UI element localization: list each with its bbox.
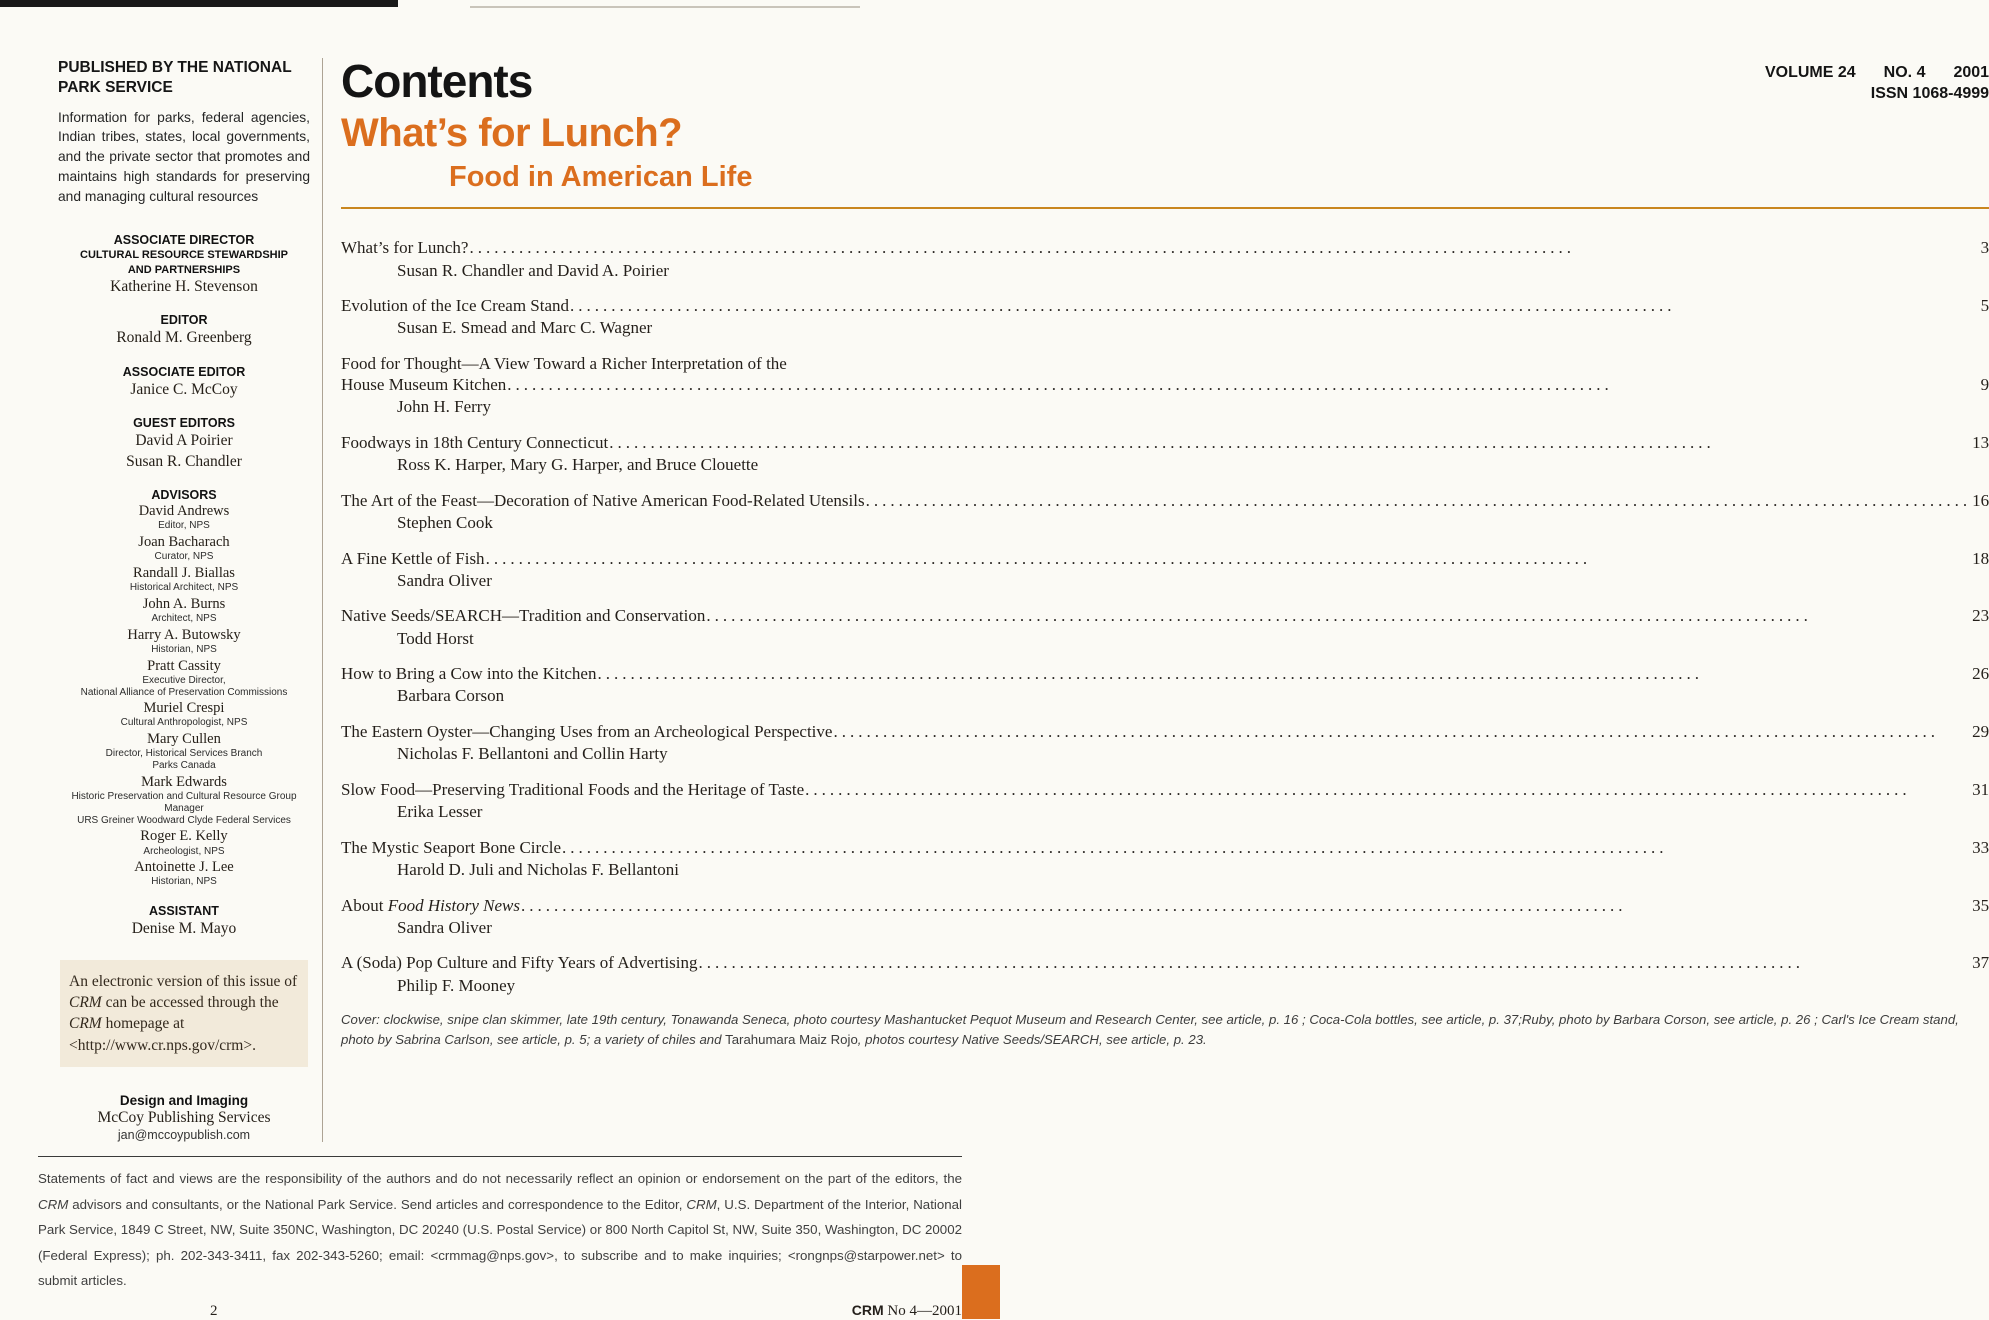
advisor-role: Historic Preservation and Cultural Resource Group Manager xyxy=(71,791,297,814)
advisor xyxy=(58,596,310,625)
role-sublabel: CULTURAL RESOURCE STEWARDSHIP xyxy=(80,249,288,262)
article-authors: Sandra Oliver xyxy=(397,570,492,590)
advisor-name: Antoinette J. Lee xyxy=(134,859,234,876)
advisor-name: Roger E. Kelly xyxy=(140,828,228,845)
dot-leader xyxy=(805,779,1971,800)
staff-name: Katherine H. Stevenson xyxy=(110,277,258,295)
article-title: Native Seeds/SEARCH—Tradition and Conservation xyxy=(341,606,706,626)
scan-artifact-orange-corner xyxy=(962,1265,1000,1319)
article-title: Slow Food—Preserving Traditional Foods and the Heritage of Taste xyxy=(341,779,805,799)
article-authors: Nicholas F. Bellantoni and Collin Harty xyxy=(397,744,668,764)
article-page: 31 xyxy=(1972,779,1989,799)
advisor xyxy=(58,731,310,772)
article-page: 26 xyxy=(1972,664,1989,684)
article-page: 37 xyxy=(1972,953,1989,973)
toc-entry xyxy=(341,663,1989,707)
volume-line xyxy=(1765,64,1989,82)
title-italic: Food History News xyxy=(387,895,520,915)
cover-caption xyxy=(341,1010,1989,1049)
advisor xyxy=(58,828,310,857)
year: 2001 xyxy=(1953,64,1989,81)
advisor-name: Joan Bacharach xyxy=(138,534,230,551)
statement-text: Statements of fact and views are the responsibility of the authors and do not necessarily reflect an opinion or endorsement on the part of the editors, the xyxy=(38,1171,962,1187)
role-label: EDITOR xyxy=(160,313,208,328)
article-title: Evolution of the Ice Cream Stand xyxy=(341,296,570,316)
statement-text: advisors and consultants, or the National Park Service. Send articles and correspondence to the Editor, xyxy=(68,1196,687,1212)
advisor xyxy=(58,503,310,532)
role-label: ASSOCIATE EDITOR xyxy=(122,364,246,379)
article-authors: Sandra Oliver xyxy=(397,917,492,937)
editorial-statement xyxy=(38,1156,962,1294)
article-title: Foodways in 18th Century Connecticut xyxy=(341,433,609,452)
advisor-name: Muriel Crespi xyxy=(143,700,225,717)
published-by-heading: PUBLISHED BY THE NATIONAL PARK SERVICE xyxy=(58,59,292,96)
note-text: An electronic version of this issue of xyxy=(69,972,298,990)
advisor-name: Mary Cullen xyxy=(147,731,221,748)
volume-label: VOLUME 24 xyxy=(1764,64,1856,81)
toc-entry xyxy=(341,721,1989,765)
article-page: 3 xyxy=(1980,238,1989,258)
masthead-sidebar xyxy=(58,58,323,1142)
journal-name: CRM xyxy=(686,1196,717,1212)
role-label: GUEST EDITORS xyxy=(133,416,235,431)
advisor-name: Harry A. Butowsky xyxy=(127,626,241,643)
staff-name: David A Poirier xyxy=(135,432,233,450)
staff-name: Susan R. Chandler xyxy=(126,452,242,470)
electronic-version-note xyxy=(60,960,308,1068)
role-label: ASSISTANT xyxy=(149,904,219,919)
article-title-line2: House Museum Kitchen xyxy=(341,375,507,395)
dot-leader xyxy=(597,663,1971,684)
advisor xyxy=(58,658,310,699)
dot-leader xyxy=(562,837,1971,858)
advisor xyxy=(58,700,310,729)
design-email: jan@mccoypublish.com xyxy=(117,1128,251,1143)
journal-name: CRM xyxy=(69,994,102,1012)
dot-leader xyxy=(866,490,1972,511)
advisor xyxy=(58,627,310,656)
advisor-name: John A. Burns xyxy=(142,595,226,612)
article-page: 18 xyxy=(1972,548,1989,568)
assistant-section xyxy=(58,903,310,939)
dot-leader xyxy=(469,237,1979,258)
page-number: 2 xyxy=(210,1302,218,1319)
caption-italic: Cover: clockwise, snipe clan skimmer, late 19th century, Tonawanda Seneca, photo courtesy Mashantucket Pequot Museum and Research Center, see article, p. 16 ; Coca-Cola bottles, see article, p. 37;Ruby, photo by Barbara Corson, see article, p. 26 ; Carl's Ice Cream stand, photo by Sabrina Carlson, see article, p. 5; a variety of chiles and xyxy=(341,1012,1959,1047)
article-page: 33 xyxy=(1972,837,1989,857)
toc-entry xyxy=(341,490,1989,534)
article-page: 29 xyxy=(1972,722,1989,742)
advisor-role: Parks Canada xyxy=(152,760,216,772)
advisor-role: Historian, NPS xyxy=(151,643,217,655)
dot-leader xyxy=(507,374,1979,395)
article-title: The Eastern Oyster—Changing Uses from an Archeological Perspective xyxy=(341,722,833,742)
advisor xyxy=(58,859,310,888)
advisor-name: Pratt Cassity xyxy=(147,657,221,674)
article-page: 9 xyxy=(1980,375,1989,395)
role-label: ASSOCIATE DIRECTOR xyxy=(113,233,255,248)
issue-text: No 4—2001 xyxy=(883,1302,962,1319)
caption-italic: , photos courtesy Native Seeds/SEARCH, see article, p. 23. xyxy=(857,1031,1207,1047)
advisor-role: Editor, NPS xyxy=(158,520,210,532)
article-title xyxy=(341,895,520,916)
guest-editors-section xyxy=(58,415,310,472)
statement-text: , U.S. Department of the Interior, National Park Service, 1849 C Street, NW, Suite 350NC, Washington, DC 20240 (U.S. Postal Service) or 800 North Capitol St, NW, Suite 350, Washington, DC 20002 (Federal Express); ph. 202-343-3411, fax 202-343-5260; email: <crmmag@nps.gov>, to subscribe and to make inquiries; <rongnps@starpower.net> to submit articles. xyxy=(38,1196,962,1289)
design-company: McCoy Publishing Services xyxy=(97,1109,271,1127)
issue-title: What’s for Lunch? xyxy=(341,111,683,155)
dot-leader xyxy=(699,952,1972,973)
note-text-url: homepage at <http://www.cr.nps.gov/crm>. xyxy=(69,1015,256,1054)
staff-name: Janice C. McCoy xyxy=(130,380,238,398)
associate-director-section xyxy=(58,232,310,297)
advisor-role: Executive Director, xyxy=(142,674,226,686)
journal-name: CRM xyxy=(38,1196,69,1212)
advisor-role: Curator, NPS xyxy=(154,551,214,563)
journal-name: CRM xyxy=(69,1015,102,1033)
advisor xyxy=(58,565,310,594)
article-title: A Fine Kettle of Fish xyxy=(341,548,485,568)
editor-section xyxy=(58,312,310,348)
title-prefix: About xyxy=(341,895,388,915)
advisors-section xyxy=(58,487,310,888)
advisor-name: Randall J. Biallas xyxy=(133,564,235,581)
article-title: The Mystic Seaport Bone Circle xyxy=(341,837,562,857)
advisor-role: Archeologist, NPS xyxy=(143,845,225,857)
issn: ISSN 1068-4999 xyxy=(1870,85,1989,102)
toc-entry xyxy=(341,295,1989,339)
advisor-role: Director, Historical Services Branch xyxy=(105,748,263,760)
article-authors: Stephen Cook xyxy=(397,512,493,532)
article-authors: John H. Ferry xyxy=(397,397,491,417)
dot-leader xyxy=(833,721,1971,742)
scan-artifact-top-line xyxy=(470,6,860,8)
mission-statement: Information for parks, federal agencies, Indian tribes, states, local governments, and the private sector that promotes and maintains high standards for preserving and managing cultural resources xyxy=(58,109,310,204)
toc-entry xyxy=(341,952,1989,996)
dot-leader xyxy=(570,295,1980,316)
article-authors: Harold D. Juli and Nicholas F. Bellantoni xyxy=(397,859,679,879)
article-authors: Philip F. Mooney xyxy=(397,975,516,995)
article-page: 35 xyxy=(1972,895,1989,915)
article-authors: Erika Lesser xyxy=(397,802,483,822)
article-authors: Susan R. Chandler and David A. Poirier xyxy=(397,260,669,280)
issue-identifier xyxy=(852,1302,962,1320)
advisor-role: Architect, NPS xyxy=(151,612,217,624)
advisor-name: Mark Edwards xyxy=(141,773,227,790)
dot-leader xyxy=(486,548,1972,569)
advisor xyxy=(58,534,310,563)
advisor-name: David Andrews xyxy=(138,503,230,520)
article-page: 16 xyxy=(1972,490,1989,510)
volume-block xyxy=(1765,58,1989,103)
design-imaging-section xyxy=(58,1093,310,1142)
advisor-role: National Alliance of Preservation Commissions xyxy=(80,686,288,698)
orange-rule xyxy=(341,207,1989,209)
toc-entry xyxy=(341,237,1989,281)
advisor-role: URS Greiner Woodward Clyde Federal Services xyxy=(77,814,291,826)
article-title: A (Soda) Pop Culture and Fifty Years of Advertising xyxy=(341,953,698,973)
note-text: can be accessed through the xyxy=(101,994,279,1012)
dot-leader xyxy=(609,432,1971,453)
contents-header xyxy=(341,55,1989,107)
toc-entry xyxy=(341,548,1989,592)
advisor-role: Cultural Anthropologist, NPS xyxy=(120,717,248,729)
article-title-line1: Food for Thought—A View Toward a Richer Interpretation of the xyxy=(341,354,787,374)
contents-main xyxy=(323,55,1989,1142)
associate-editor-section xyxy=(58,364,310,400)
dot-leader xyxy=(706,605,1971,626)
staff-name: Ronald M. Greenberg xyxy=(116,329,252,347)
article-authors: Ross K. Harper, Mary G. Harper, and Bruce Clouette xyxy=(397,455,759,475)
article-page: 5 xyxy=(1980,296,1989,316)
article-authors: Todd Horst xyxy=(397,628,474,648)
toc-entry xyxy=(341,837,1989,881)
toc-entry xyxy=(341,432,1989,476)
article-page: 13 xyxy=(1972,433,1989,452)
advisor-role: Historical Architect, NPS xyxy=(129,582,239,594)
article-authors: Susan E. Smead and Marc C. Wagner xyxy=(397,318,653,338)
journal-brand: CRM xyxy=(851,1301,884,1318)
contents-heading: Contents xyxy=(341,55,533,107)
article-title: The Art of the Feast—Decoration of Native American Food-Related Utensils xyxy=(341,490,865,510)
article-title: What’s for Lunch? xyxy=(341,238,469,258)
issue-subtitle: Food in American Life xyxy=(449,161,753,193)
dot-leader xyxy=(521,895,1971,916)
scan-artifact-top-bar xyxy=(0,0,398,7)
design-label: Design and Imaging xyxy=(119,1093,249,1109)
advisor xyxy=(58,774,310,827)
toc-entry xyxy=(341,353,1989,418)
article-title: How to Bring a Cow into the Kitchen xyxy=(341,664,597,684)
toc-entry xyxy=(341,895,1989,939)
staff-name: Denise M. Mayo xyxy=(131,920,237,938)
article-authors: Barbara Corson xyxy=(397,686,505,706)
page-footer xyxy=(38,1302,962,1320)
article-page: 23 xyxy=(1972,606,1989,626)
issue-number: NO. 4 xyxy=(1883,64,1926,81)
advisor-role: Historian, NPS xyxy=(151,876,217,888)
caption-roman: Tarahumara Maiz Rojo xyxy=(725,1031,858,1047)
toc-entry xyxy=(341,779,1989,823)
table-of-contents xyxy=(341,237,1989,1049)
role-sublabel: AND PARTNERSHIPS xyxy=(127,263,241,276)
role-label: ADVISORS xyxy=(151,488,217,503)
toc-entry xyxy=(341,605,1989,649)
